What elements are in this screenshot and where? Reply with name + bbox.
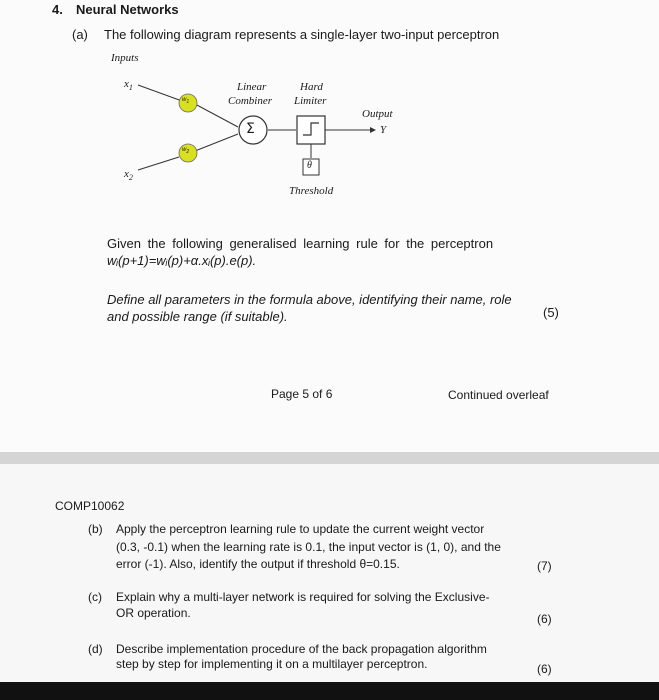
linear-combiner-label-1: Linear [237, 81, 267, 93]
part-c-line-2: OR operation. [116, 606, 191, 620]
part-b-label: (b) [88, 522, 103, 536]
marks-c: (6) [537, 612, 552, 626]
sum-symbol: Σ [246, 121, 255, 137]
page-number: Page 5 of 6 [271, 387, 333, 401]
threshold-label: Threshold [289, 185, 334, 197]
part-a-text: The following diagram represents a single-layer two-input perceptron [104, 27, 500, 42]
part-d-line-1: Describe implementation procedure of the back propagation algorithm [116, 642, 487, 656]
continued-overleaf: Continued overleaf [448, 388, 549, 402]
part-c-label: (c) [88, 590, 102, 604]
w2-line [195, 134, 238, 151]
part-c-line-1: Explain why a multi-layer network is required for solving the Exclusive- [116, 590, 490, 604]
bottom-dark-bar [0, 682, 659, 700]
marks-b: (7) [537, 559, 552, 573]
theta-symbol: θ [307, 160, 312, 171]
linear-combiner-label-2: Combiner [228, 95, 272, 107]
rule-intro: Given the following generalised learning rule for the perceptron [107, 236, 494, 251]
w1-label: $w_1$ [182, 97, 190, 106]
x1-label: $x_1$ [124, 78, 133, 93]
marks-a: (5) [543, 305, 559, 320]
page-separator [0, 452, 659, 464]
x2-label: $x_2$ [124, 168, 133, 183]
part-b-line-3: error (-1). Also, identify the output if threshold θ=0.15. [116, 557, 400, 571]
question-title: Neural Networks [76, 2, 179, 17]
output-arrow [370, 127, 376, 133]
define-line-2: and possible range (if suitable). [107, 309, 288, 324]
part-d-label: (d) [88, 642, 103, 656]
hard-limiter-label-2: Limiter [294, 95, 327, 107]
course-code: COMP10062 [55, 499, 125, 513]
w2-label: $w_2$ [182, 147, 190, 156]
part-d-line-2: step by step for implementing it on a multilayer perceptron. [116, 657, 428, 671]
define-line-1: Define all parameters in the formula above, identifying their name, role [107, 292, 512, 307]
part-b-line-2: (0.3, -0.1) when the learning rate is 0.1, the input vector is (1, 0), and the [116, 540, 501, 554]
part-b-line-1: Apply the perceptron learning rule to update the current weight vector [116, 522, 485, 536]
x1-line [138, 85, 182, 101]
part-a-label: (a) [72, 27, 88, 42]
w1-line [195, 104, 238, 127]
output-variable: Y [380, 124, 387, 136]
marks-d: (6) [537, 662, 552, 676]
rule-formula: wᵢ(p+1)=wᵢ(p)+α.xᵢ(p).e(p). [107, 253, 257, 268]
question-number: 4. [52, 2, 63, 17]
x2-line [138, 157, 179, 170]
hard-limiter-label-1: Hard [300, 81, 323, 93]
output-label: Output [362, 108, 393, 120]
exam-page-6 [0, 464, 659, 682]
inputs-label: Inputs [111, 52, 139, 64]
